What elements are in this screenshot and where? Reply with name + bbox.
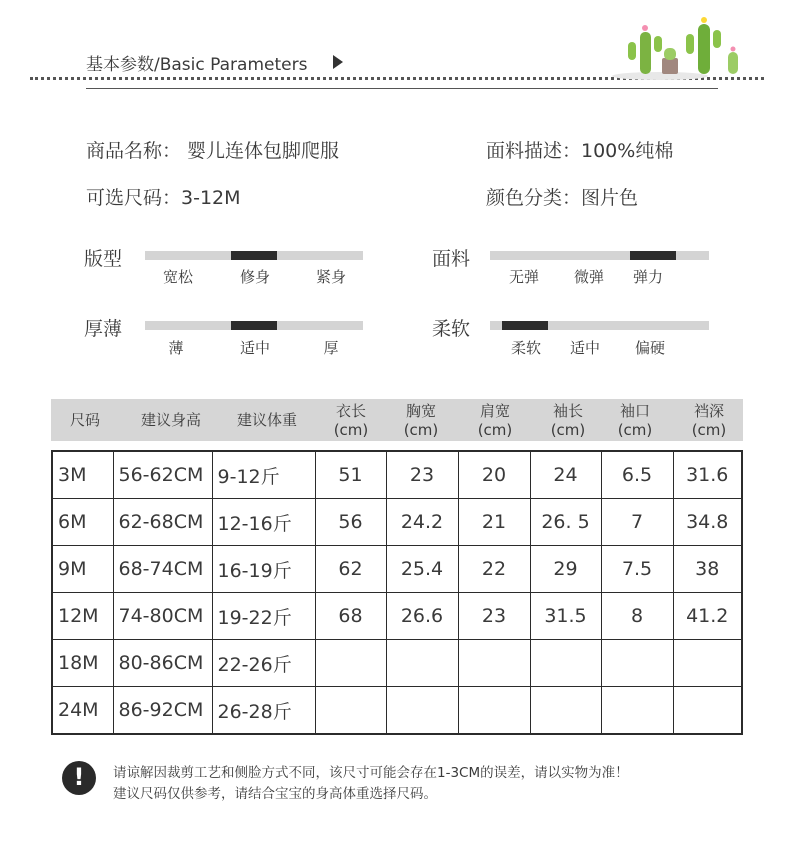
softness-tick: 适中 [569, 339, 601, 357]
softness-tick: 偏硬 [634, 339, 666, 357]
thickness-tick: 厚 [323, 339, 339, 357]
header-chest: 胸宽 (cm) [403, 402, 439, 439]
table-cell: 24.2 [386, 499, 458, 546]
table-cell: 62 [315, 546, 386, 593]
table-cell: 12-16斤 [212, 499, 315, 546]
section-title: 基本参数/Basic Parameters [86, 55, 308, 75]
table-cell: 41.2 [673, 593, 742, 640]
table-cell: 22-26斤 [212, 640, 315, 687]
table-header [51, 399, 743, 441]
table-cell: 25.4 [386, 546, 458, 593]
table-cell: 16-19斤 [212, 546, 315, 593]
header-length: 衣长 (cm) [333, 402, 369, 439]
table-cell: 24 [530, 451, 601, 499]
table-cell [458, 687, 530, 735]
table-cell [673, 640, 742, 687]
table-cell: 23 [386, 451, 458, 499]
elasticity-indicator [630, 251, 676, 260]
table-cell: 9M [52, 546, 113, 593]
table-cell: 68 [315, 593, 386, 640]
table-cell: 38 [673, 546, 742, 593]
thickness-scale [145, 321, 363, 330]
softness-label: 柔软 [432, 318, 471, 340]
table-cell: 6M [52, 499, 113, 546]
table-cell: 31.5 [530, 593, 601, 640]
table-row [52, 640, 742, 687]
table-cell: 7 [601, 499, 673, 546]
notice-line-1: 请谅解因裁剪工艺和侧脸方式不同，该尺寸可能会存在1-3CM的误差，请以实物为准！ [113, 765, 629, 781]
table-cell [315, 687, 386, 735]
table-cell: 20 [458, 451, 530, 499]
thickness-tick: 适中 [239, 339, 271, 357]
elasticity-tick: 弹力 [632, 268, 664, 286]
table-cell [601, 640, 673, 687]
fit-tick: 紧身 [315, 268, 347, 286]
table-row [52, 499, 742, 546]
table-cell: 22 [458, 546, 530, 593]
table-cell: 29 [530, 546, 601, 593]
elasticity-tick: 微弹 [573, 268, 605, 286]
table-cell: 80-86CM [113, 640, 212, 687]
table-row [52, 593, 742, 640]
fabric-description: 面料描述：100%纯棉 [486, 140, 674, 162]
table-cell: 24M [52, 687, 113, 735]
table-row [52, 546, 742, 593]
table-cell [673, 687, 742, 735]
table-cell: 12M [52, 593, 113, 640]
table-cell: 9-12斤 [212, 451, 315, 499]
table-cell: 86-92CM [113, 687, 212, 735]
table-cell: 3M [52, 451, 113, 499]
fit-scale [145, 251, 363, 260]
table-cell: 8 [601, 593, 673, 640]
table-cell: 34.8 [673, 499, 742, 546]
table-cell: 56-62CM [113, 451, 212, 499]
elasticity-scale [490, 251, 709, 260]
solid-divider [86, 88, 718, 89]
table-cell [315, 640, 386, 687]
header-weight: 建议体重 [236, 411, 297, 429]
table-cell: 18M [52, 640, 113, 687]
header-sleeve: 袖长 (cm) [550, 402, 586, 439]
header-shoulder: 肩宽 (cm) [477, 402, 513, 439]
table-cell: 21 [458, 499, 530, 546]
header-cuff: 袖口 (cm) [617, 402, 653, 439]
thickness-tick: 薄 [168, 339, 184, 357]
table-cell: 56 [315, 499, 386, 546]
thickness-label: 厚薄 [84, 318, 123, 340]
table-cell [530, 687, 601, 735]
color-category: 颜色分类：图片色 [486, 187, 639, 209]
fit-indicator [231, 251, 277, 260]
elasticity-label: 面料 [432, 248, 471, 270]
softness-scale [490, 321, 709, 330]
table-cell: 6.5 [601, 451, 673, 499]
table-cell: 19-22斤 [212, 593, 315, 640]
softness-tick: 柔软 [510, 339, 542, 357]
table-cell: 62-68CM [113, 499, 212, 546]
header-rise: 裆深 (cm) [691, 402, 727, 439]
elasticity-tick: 无弹 [508, 268, 540, 286]
notice-line-2: 建议尺码仅供参考，请结合宝宝的身高体重选择尺码。 [113, 786, 437, 802]
table-row [52, 687, 742, 735]
fit-label: 版型 [84, 248, 123, 270]
table-cell [386, 687, 458, 735]
table-cell [530, 640, 601, 687]
table-cell: 7.5 [601, 546, 673, 593]
size-table [51, 450, 743, 735]
available-sizes: 可选尺码：3-12M [86, 187, 241, 209]
header-height: 建议身高 [140, 411, 201, 429]
table-row [52, 451, 742, 499]
table-cell: 31.6 [673, 451, 742, 499]
header-size: 尺码 [69, 411, 100, 429]
table-cell [458, 640, 530, 687]
table-cell: 26-28斤 [212, 687, 315, 735]
table-cell: 68-74CM [113, 546, 212, 593]
table-cell: 51 [315, 451, 386, 499]
table-cell: 26. 5 [530, 499, 601, 546]
play-arrow-icon [333, 55, 343, 69]
table-cell: 74-80CM [113, 593, 212, 640]
fit-tick: 修身 [239, 268, 271, 286]
thickness-indicator [231, 321, 277, 330]
table-cell: 23 [458, 593, 530, 640]
product-name: 商品名称： 婴儿连体包脚爬服 [86, 140, 340, 162]
softness-indicator [502, 321, 548, 330]
table-cell [601, 687, 673, 735]
table-cell [386, 640, 458, 687]
fit-tick: 宽松 [162, 268, 194, 286]
cactus-decoration [600, 8, 760, 80]
table-cell: 26.6 [386, 593, 458, 640]
warning-icon: ! [62, 761, 96, 795]
